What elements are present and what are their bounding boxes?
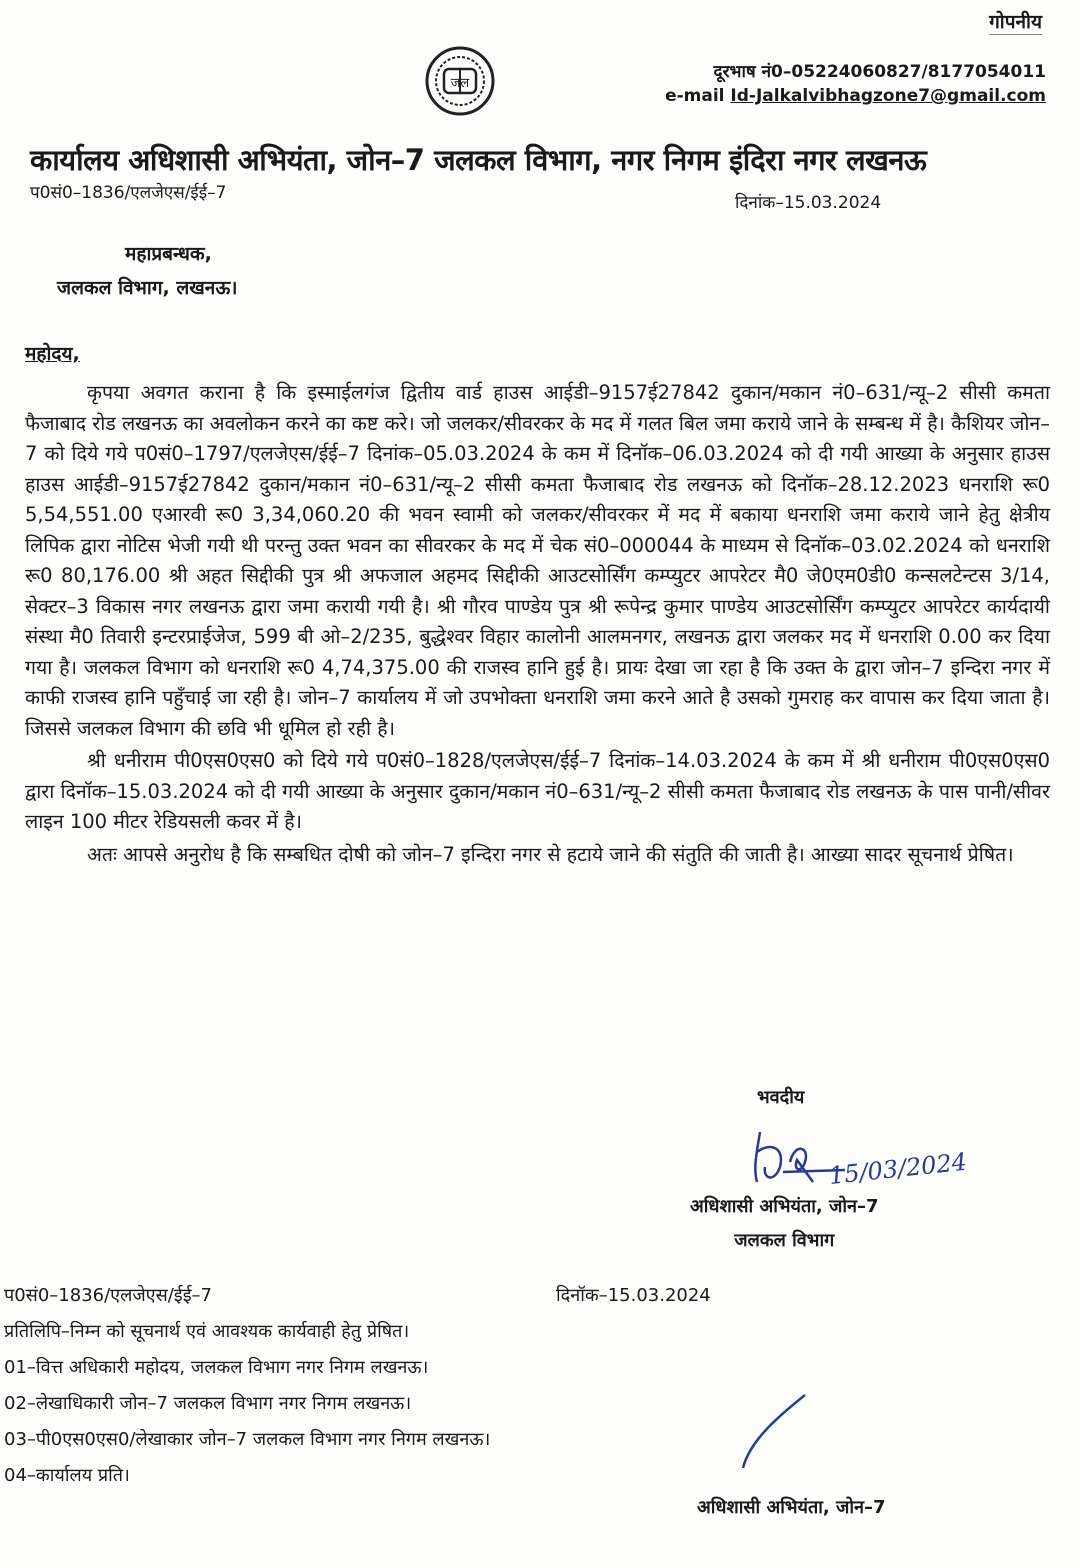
body-paragraph: श्री धनीराम पी0एस0एस0 को दिये गये प0सं0–1828/एलजेएस/ईई–7 दिनांक–14.03.2024 के कम में श्री धनीराम पी0एस0एस0 द्वारा दिनॉक–15.03.2024 को दी गयी आख्या के अनुसार दुकान/मकान नं0–631/न्यू–2 सीसी कमता फैजाबाद रोड लखनऊ के पास पानी/सीवर लाइन 100 मीटर रेडियसली कवर में है। <box>25 749 1050 833</box>
email-prefix: e-mail <box>665 86 725 106</box>
department-seal-icon <box>424 45 496 117</box>
copy-recipient: 04–कार्यालय प्रति। <box>4 1465 130 1486</box>
copy-recipient: 01–वित्त अधिकारी महोदय, जलकल विभाग नगर निगम लखनऊ। <box>4 1357 429 1378</box>
final-signatory-designation: अधिशासी अभियंता, जोन–7 <box>697 1497 886 1518</box>
seal-text: जल <box>450 76 470 91</box>
addressee-title: महाप्रबन्धक, <box>125 243 212 265</box>
email-link[interactable]: Id-Jalkalvibhagzone7@gmail.com <box>730 86 1046 106</box>
signatory-designation <box>690 1190 879 1258</box>
reference-number: प0सं0–1836/एलजेएस/ईई–7 <box>30 183 227 203</box>
letter-body <box>25 378 1050 870</box>
letter-date: दिनांक–15.03.2024 <box>735 193 882 213</box>
addressee-block <box>57 237 238 305</box>
department-line: जलकल विभाग <box>734 1230 835 1251</box>
office-title: कार्यालय अधिशासी अभियंता, जोन–7 जलकल विभाग, नगर निगम इंदिरा नगर लखनऊ <box>30 143 927 177</box>
copy-date: दिनॉक–15.03.2024 <box>556 1285 711 1306</box>
signature-date: 15/03/2024 <box>827 1147 969 1190</box>
copy-intro: प्रतिलिपि–निम्न को सूचनार्थ एवं आवश्यक कार्यवाही हेतु प्रेषित। <box>4 1321 410 1342</box>
phone-line: दूरभाष नं0–05224060827/8177054011 <box>713 62 1046 82</box>
copy-reference-number: प0सं0–1836/एलजेएस/ईई–7 <box>4 1285 212 1306</box>
confidential-label: गोपनीय <box>989 8 1042 35</box>
contact-block <box>665 60 1046 108</box>
copy-recipient: 03–पी0एस0एस0/लेखाकार जोन–7 जलकल विभाग नगर निगम लखनऊ। <box>4 1429 491 1450</box>
copy-distribution <box>4 1278 711 1494</box>
designation-line: अधिशासी अभियंता, जोन–7 <box>690 1196 879 1217</box>
salutation: महोदय, <box>25 343 80 365</box>
body-paragraph: अतः आपसे अनुरोध है कि सम्बधित दोषी को जोन–7 इन्दिरा नगर से हटाये जाने की संतुति की जाती है। आख्या सादर सूचनार्थ प्रेषित। <box>87 842 1014 866</box>
pen-stroke-mark-icon <box>700 1390 810 1480</box>
closing-word: भवदीय <box>757 1087 805 1108</box>
copy-recipient: 02–लेखाधिकारी जोन–7 जलकल विभाग नगर निगम लखनऊ। <box>4 1393 412 1414</box>
body-paragraph: कृपया अवगत कराना है कि इस्माईलगंज द्वितीय वार्ड हाउस आईडी–9157ई27842 दुकान/मकान नं0–631/न्यू–2 सीसी कमता फैजाबाद रोड लखनऊ का अवलोकन करने का कष्ट करे। जो जलकर/सीवरकर के मद में गलत बिल जमा कराये जाने के सम्बन्ध में है। कैशियर जोन–7 को दिये गये प0सं0–1797/एलजेएस/ईई–7 दिनांक–05.03.2024 के कम में दिनॉक–06.03.2024 को दी गयी आख्या के अनुसार हाउस हाउस आईडी–9157ई27842 दुकान/मकान नं0–631/न्यू–2 सीसी कमता फैजाबाद रोड लखनऊ को दिनॉक–28.12.2023 धनराशि रू0 5,54,551.00 एआरवी रू0 3,34,060.20 की भवन स्वामी को जलकर/सीवरकर में मद में बकाया धनराशि जमा कराये जाने हेतु क्षेत्रीय लिपिक द्वारा नोटिस भेजी गयी थी परन्तु उक्त भवन का सीवरकर के मद में चेक सं0–000044 के माध्यम से दिनॉक–03.02.2024 को धनराशि रू0 80,176.00 श्री अहत सिद्दीकी पुत्र श्री अफजाल अहमद सिद्दीकी आउटसोर्सिंग कम्प्युटर आपरेटर मै0 जे0एम0डी0 कन्सलटेन्टस 3/14, सेक्टर–3 विकास नगर लखनऊ द्वारा जमा करायी गयी है। श्री गौरव पाण्डेय पुत्र श्री रूपेन्द्र कुमार पाण्डेय आउटसोर्सिंग कम्प्युटर आपरेटर कार्यदायी संस्था मै0 तिवारी इन्टरप्राईजेज, 599 बी ओ–2/235, बुद्धेश्वर विहार कालोनी आलमनगर, लखनऊ द्वारा जलकर मद में धनराशि 0.00 कर दिया गया है। जलकल विभाग को धनराशि रू0 4,74,375.00 की राजस्व हानि हुई है। प्रायः देखा जा रहा है कि उक्त के द्वारा जोन–7 इन्दिरा नगर में काफी राजस्व हानि पहुँचाई जा रही है। जोन–7 कार्यालय में जो उपभोक्ता धनराशि जमा करने आते है उसको गुमराह कर वापास कर दिया जाता है। जिससे जलकल विभाग की छवि भी धूमिल हो रही है। <box>25 381 1050 740</box>
addressee-department: जलकल विभाग, लखनऊ। <box>57 277 238 299</box>
